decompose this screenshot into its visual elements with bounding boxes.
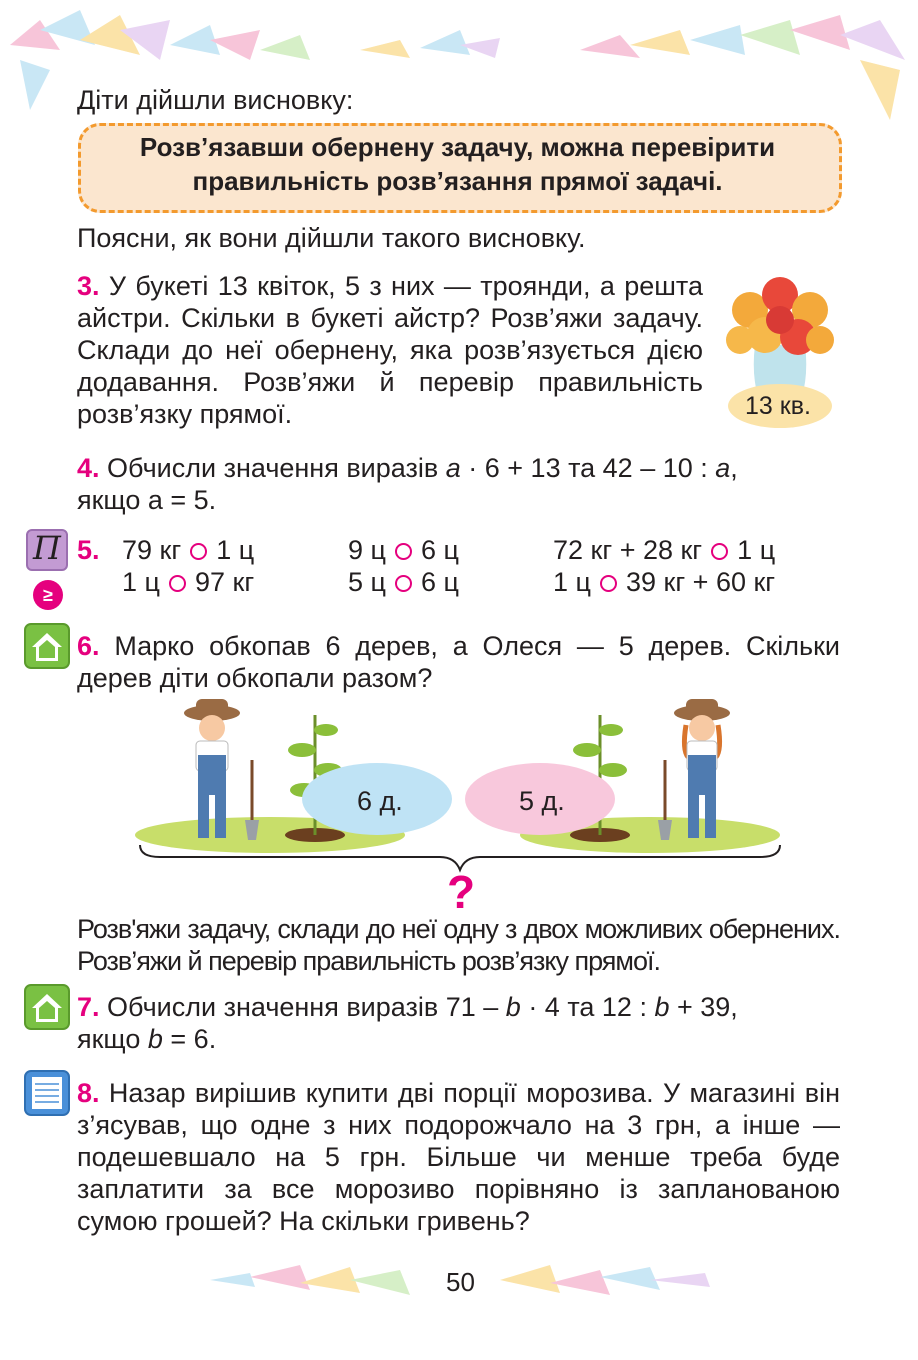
task-8 xyxy=(77,1077,840,1237)
task-3-text: У букеті 13 квіток, 5 з них — троянди, а решта айстри. Скільки в букеті айстр? Розв’яжи задачу. Склади до неї обернену, яка розв’язується дією додавання. Розв’яжи й перевір правильність розв’язку прямої. xyxy=(77,271,703,429)
compare-row: 5 ц 6 ц xyxy=(348,567,459,597)
label-a: 6 д. xyxy=(357,786,403,816)
task-6-text: Марко обкопав 6 дерев, а Олеся — 5 дерев. Скільки дерев діти обкопали разом? xyxy=(77,631,840,693)
task-number: 5. xyxy=(77,535,100,565)
variable-a: а xyxy=(445,453,461,483)
compare-row: 9 ц 6 ц xyxy=(348,535,459,565)
notebook-icon xyxy=(24,1070,70,1116)
compare-icon: ≥ xyxy=(33,580,63,610)
task-6 xyxy=(77,630,840,694)
bouquet-label: 13 кв. xyxy=(745,392,811,420)
task-4-text: · 6 + 13 та 42 – 10 : xyxy=(460,453,716,483)
rule-text: Розв’язавши обернену задачу, можна перевірити правильність розв’язання прямої задачі. xyxy=(139,132,776,196)
home-icon xyxy=(24,984,70,1030)
intro-text: Діти дійшли висновку: xyxy=(77,85,354,115)
task-7-text: Обчисли значення виразів 71 – xyxy=(107,992,506,1022)
compare-circle[interactable] xyxy=(395,543,412,560)
compare-circle[interactable] xyxy=(190,543,207,560)
compare-row: 72 кг + 28 кг 1 ц xyxy=(553,535,776,565)
compare-row: 1 ц 97 кг xyxy=(122,567,255,597)
variable-a: а xyxy=(715,453,731,483)
question-mark: ? xyxy=(447,866,476,918)
task-number: 3. xyxy=(77,271,100,301)
task-7-text: + 39, xyxy=(669,992,738,1022)
variable-b: b xyxy=(654,992,670,1022)
pi-badge-label: Π xyxy=(33,529,61,567)
task-4-text: Обчисли значення виразів xyxy=(107,453,446,483)
task-number: 6. xyxy=(77,631,100,661)
compare-circle[interactable] xyxy=(600,575,617,592)
task-number: 4. xyxy=(77,453,100,483)
task-number: 8. xyxy=(77,1078,100,1108)
home-icon xyxy=(24,623,70,669)
task-4-text: , xyxy=(730,453,738,483)
page-number: 50 xyxy=(446,1267,475,1297)
variable-b: b xyxy=(505,992,521,1022)
task-7 xyxy=(77,991,840,1023)
task-7-line2: якщо b = 6. xyxy=(77,1024,217,1054)
explain-text: Поясни, як вони дійшли такого висновку. xyxy=(77,223,586,253)
compare-row: 1 ц 39 кг + 60 кг xyxy=(553,567,776,597)
compare-circle[interactable] xyxy=(711,543,728,560)
label-b: 5 д. xyxy=(519,786,565,816)
task-4-line2: якщо а = 5. xyxy=(77,485,217,515)
compare-circle[interactable] xyxy=(395,575,412,592)
task-number: 7. xyxy=(77,992,100,1022)
task-6-after: Розв'яжи задачу, склади до неї одну з двох можливих обернених. Розв’яжи й перевір правильність розв’язку прямої. xyxy=(77,914,840,976)
task-3 xyxy=(77,270,703,430)
compare-circle[interactable] xyxy=(169,575,186,592)
task-4 xyxy=(77,452,840,484)
task-7-text: · 4 та 12 : xyxy=(520,992,655,1022)
task-8-text: Назар вирішив купити дві порції морозива. У магазині він з’ясував, що одне з них подорожчало на 3 грн, а інше — подешевшало на 5 грн. Більше чи менше треба буде заплатити за все морозиво порівняно із запланованою сумою грошей? На скільки гривень? xyxy=(77,1078,840,1236)
compare-row: 79 кг 1 ц xyxy=(122,535,255,565)
